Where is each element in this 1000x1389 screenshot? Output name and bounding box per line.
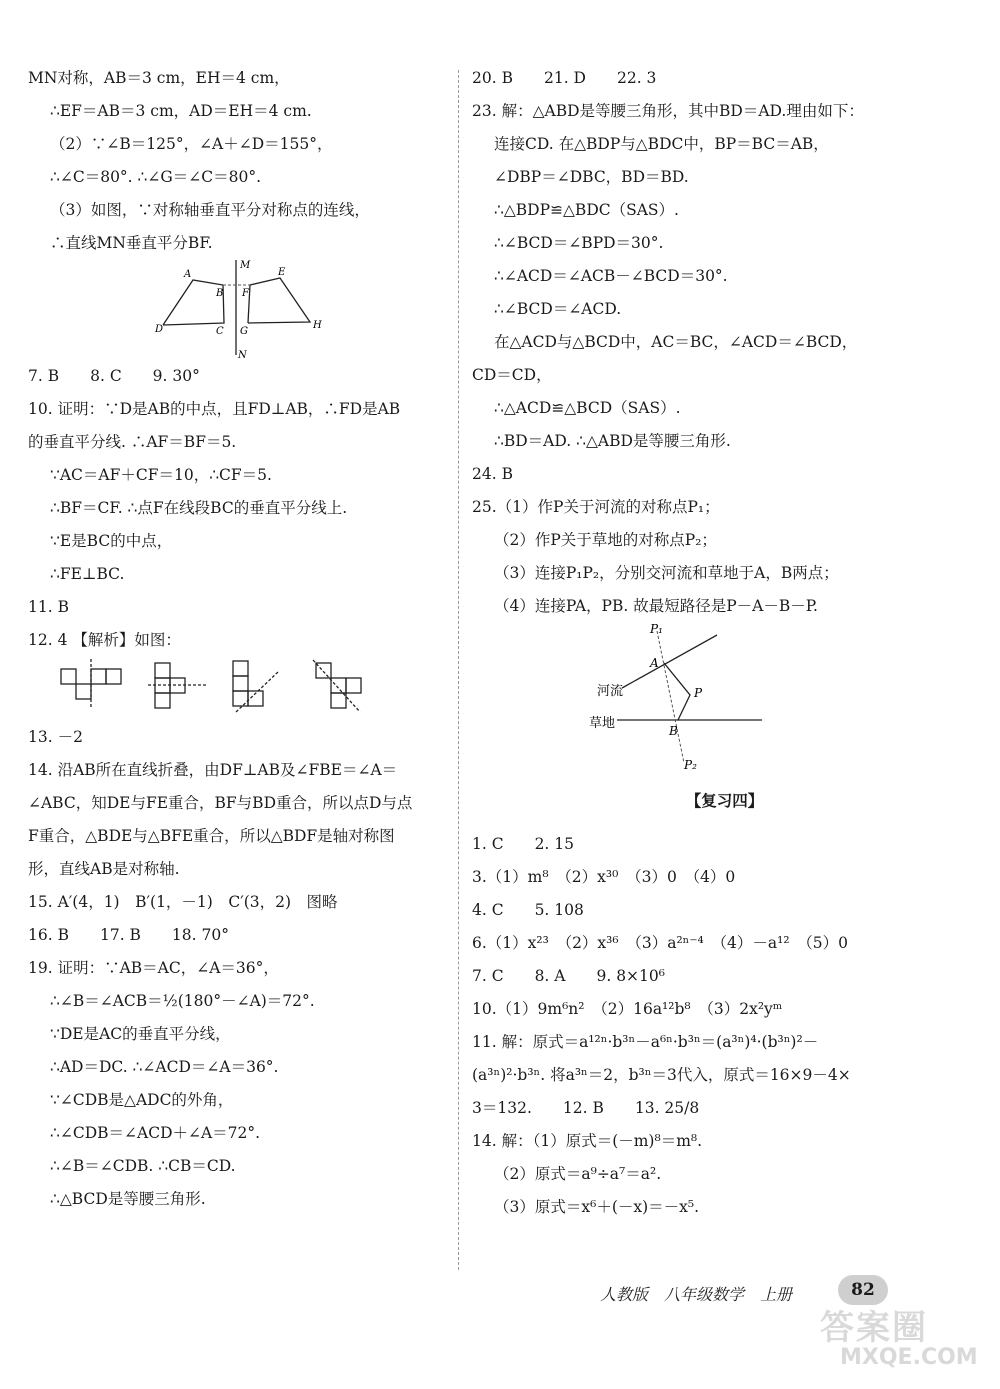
text-line: ∵DE是AC的垂直平分线，	[50, 1025, 231, 1043]
fig1-label: N	[238, 350, 247, 360]
text-line: ∴FE⊥BC.	[50, 565, 125, 583]
text-line: ∵AC＝AF＋CF＝10，∴CF＝5.	[50, 466, 272, 484]
fig1-label: G	[240, 326, 248, 337]
text-line: 7. C 8. A 9. 8×10⁶	[472, 967, 665, 985]
fig2-label: B	[669, 724, 678, 738]
text-line: 在△ACD与△BCD中，AC＝BC，∠ACD＝∠BCD，	[494, 333, 858, 351]
text-line: ∴∠CDB＝∠ACD＋∠A＝72°.	[50, 1124, 261, 1142]
left-lines-b	[28, 360, 448, 657]
text-line: （3）连接P₁P₂，分别交河流和草地于A，B两点；	[494, 564, 839, 582]
fig2-label: P₂	[684, 758, 697, 772]
river-label: 河流	[597, 684, 624, 699]
text-line: ∴△ACD≌△BCD（SAS）.	[494, 399, 681, 417]
text-line: 的垂直平分线. ∴AF＝BF＝5.	[28, 433, 237, 451]
text-line: 11. 解：原式＝a¹²ⁿ·b³ⁿ－a⁶ⁿ·b³ⁿ＝(a³ⁿ)⁴·(b³ⁿ)²－	[472, 1033, 819, 1051]
text-line: (a³ⁿ)²·b³ⁿ. 将a³ⁿ＝2，b³ⁿ＝3代入，原式＝16×9－4×	[472, 1066, 851, 1084]
text-line: ∴△BDP≌△BDC（SAS）.	[494, 201, 679, 219]
right-lines-a	[472, 62, 977, 623]
text-line: ∴△BCD是等腰三角形.	[50, 1190, 206, 1208]
text-line: 20. B 21. D 22. 3	[472, 69, 657, 87]
text-line: 11. B	[28, 598, 69, 616]
text-line: ∴∠BCD＝∠ACD.	[494, 300, 622, 318]
watermark-logo: 答案圈	[820, 1308, 928, 1348]
text-line: ∴∠ACD＝∠ACB－∠BCD＝30°.	[494, 267, 728, 285]
fig1-label: E	[278, 267, 286, 278]
text-line: ∴∠B＝∠ACB＝½(180°－∠A)＝72°.	[50, 992, 315, 1010]
fig2-label: A	[650, 656, 659, 670]
grass-label: 草地	[589, 716, 616, 731]
text-line: ∴直线MN垂直平分BF.	[50, 234, 213, 252]
text-line: 15. A′(4，1) B′(1，－1) C′(3，2) 图略	[28, 893, 338, 911]
text-line: ∴EF＝AB＝3 cm，AD＝EH＝4 cm.	[50, 102, 312, 120]
page-number: 82	[838, 1275, 888, 1305]
text-line: 19. 证明：∵AB＝AC，∠A＝36°，	[28, 959, 279, 977]
figure-symmetry-quadrilaterals	[28, 260, 448, 360]
figure-shortest-path	[472, 623, 977, 773]
text-line: 3.（1）m⁸ （2）x³⁰ （3）0 （4）0	[472, 868, 736, 886]
text-line: 12. 4 【解析】如图：	[28, 631, 181, 649]
text-line: 10. 证明：∵D是AB的中点，且FD⊥AB，∴FD是AB	[28, 400, 401, 418]
text-line: ∴∠B＝∠CDB. ∴CB＝CD.	[50, 1157, 236, 1175]
text-line: ∵∠CDB是△ADC的外角，	[50, 1091, 234, 1109]
text-line: 13. －2	[28, 728, 83, 746]
right-column	[472, 62, 977, 1224]
text-line: （2）∵∠B＝125°，∠A＋∠D＝155°，	[50, 135, 333, 153]
text-line: F重合，△BDE与△BFE重合，所以△BDF是轴对称图	[28, 827, 395, 845]
text-line: ∴∠BCD＝∠BPD＝30°.	[494, 234, 664, 252]
fig1-label: F	[242, 288, 249, 299]
text-line: MN对称，AB＝3 cm，EH＝4 cm，	[28, 69, 290, 87]
text-line: 4. C 5. 108	[472, 901, 584, 919]
text-line: 24. B	[472, 465, 513, 483]
footer-text: 人教版 八年级数学 上册	[600, 1285, 793, 1304]
text-line: （2）作P关于草地的对称点P₂；	[494, 531, 717, 549]
section-title: 【复习四】	[685, 792, 764, 810]
text-line: 连接CD. 在△BDP与△BDC中，BP＝BC＝AB，	[494, 135, 829, 153]
fig1-label: C	[216, 326, 224, 337]
text-line: CD＝CD，	[472, 366, 552, 384]
fig2-label: P₁	[650, 623, 663, 636]
text-line: （2）原式＝a⁹÷a⁷＝a².	[494, 1165, 662, 1183]
fig1-label: A	[184, 269, 192, 280]
fig2-label: P	[694, 686, 703, 700]
left-lines-c	[28, 721, 448, 1216]
text-line: 7. B 8. C 9. 30°	[28, 367, 200, 385]
text-line: ∴BF＝CF. ∴点F在线段BC的垂直平分线上.	[50, 499, 348, 517]
text-line: 1. C 2. 15	[472, 835, 575, 853]
text-line: 6.（1）x²³ （2）x³⁶ （3）a²ⁿ⁻⁴ （4）－a¹² （5）0	[472, 934, 849, 952]
text-line: 14. 解：（1）原式＝(－m)⁸＝m⁸.	[472, 1132, 703, 1150]
text-line: 3＝132. 12. B 13. 25/8	[472, 1099, 700, 1117]
text-line: （3）原式＝x⁶＋(－x)＝－x⁵.	[494, 1198, 700, 1216]
left-lines-a	[28, 62, 448, 260]
watermark-url: MXQE.COM	[840, 1345, 978, 1370]
fig1-label: M	[240, 260, 251, 271]
text-line: 形，直线AB是对称轴.	[28, 860, 180, 878]
text-line: ∠DBP＝∠DBC，BD＝BD.	[494, 168, 689, 186]
text-line: ∴AD＝DC. ∴∠ACD＝∠A＝36°.	[50, 1058, 279, 1076]
text-line: （4）连接PA，PB. 故最短路径是P－A－B－P.	[494, 597, 818, 615]
right-lines-b	[472, 828, 977, 1224]
text-line: ∵E是BC的中点，	[50, 532, 173, 550]
text-line: ∴∠C＝80°. ∴∠G＝∠C＝80°.	[50, 168, 262, 186]
column-divider	[458, 70, 459, 1270]
text-line: 14. 沿AB所在直线折叠，由DF⊥AB及∠FBE＝∠A＝	[28, 761, 398, 779]
text-line: ∠ABC，知DE与FE重合，BF与BD重合，所以点D与点	[28, 794, 413, 812]
text-line: 10.（1）9m⁶n² （2）16a¹²b⁸ （3）2x²yᵐ	[472, 1000, 783, 1018]
figure-folded-shapes	[28, 657, 448, 721]
text-line: 23. 解：△ABD是等腰三角形，其中BD＝AD.理由如下：	[472, 102, 864, 120]
text-line: 25.（1）作P关于河流的对称点P₁；	[472, 498, 720, 516]
text-line: （3）如图，∵对称轴垂直平分对称点的连线，	[50, 201, 370, 219]
left-column	[28, 62, 448, 1216]
text-line: 16. B 17. B 18. 70°	[28, 926, 229, 944]
fig1-label: D	[155, 324, 164, 335]
text-line: ∴BD＝AD. ∴△ABD是等腰三角形.	[494, 432, 731, 450]
fig1-label: H	[313, 320, 322, 331]
fig1-label: B	[216, 288, 224, 299]
